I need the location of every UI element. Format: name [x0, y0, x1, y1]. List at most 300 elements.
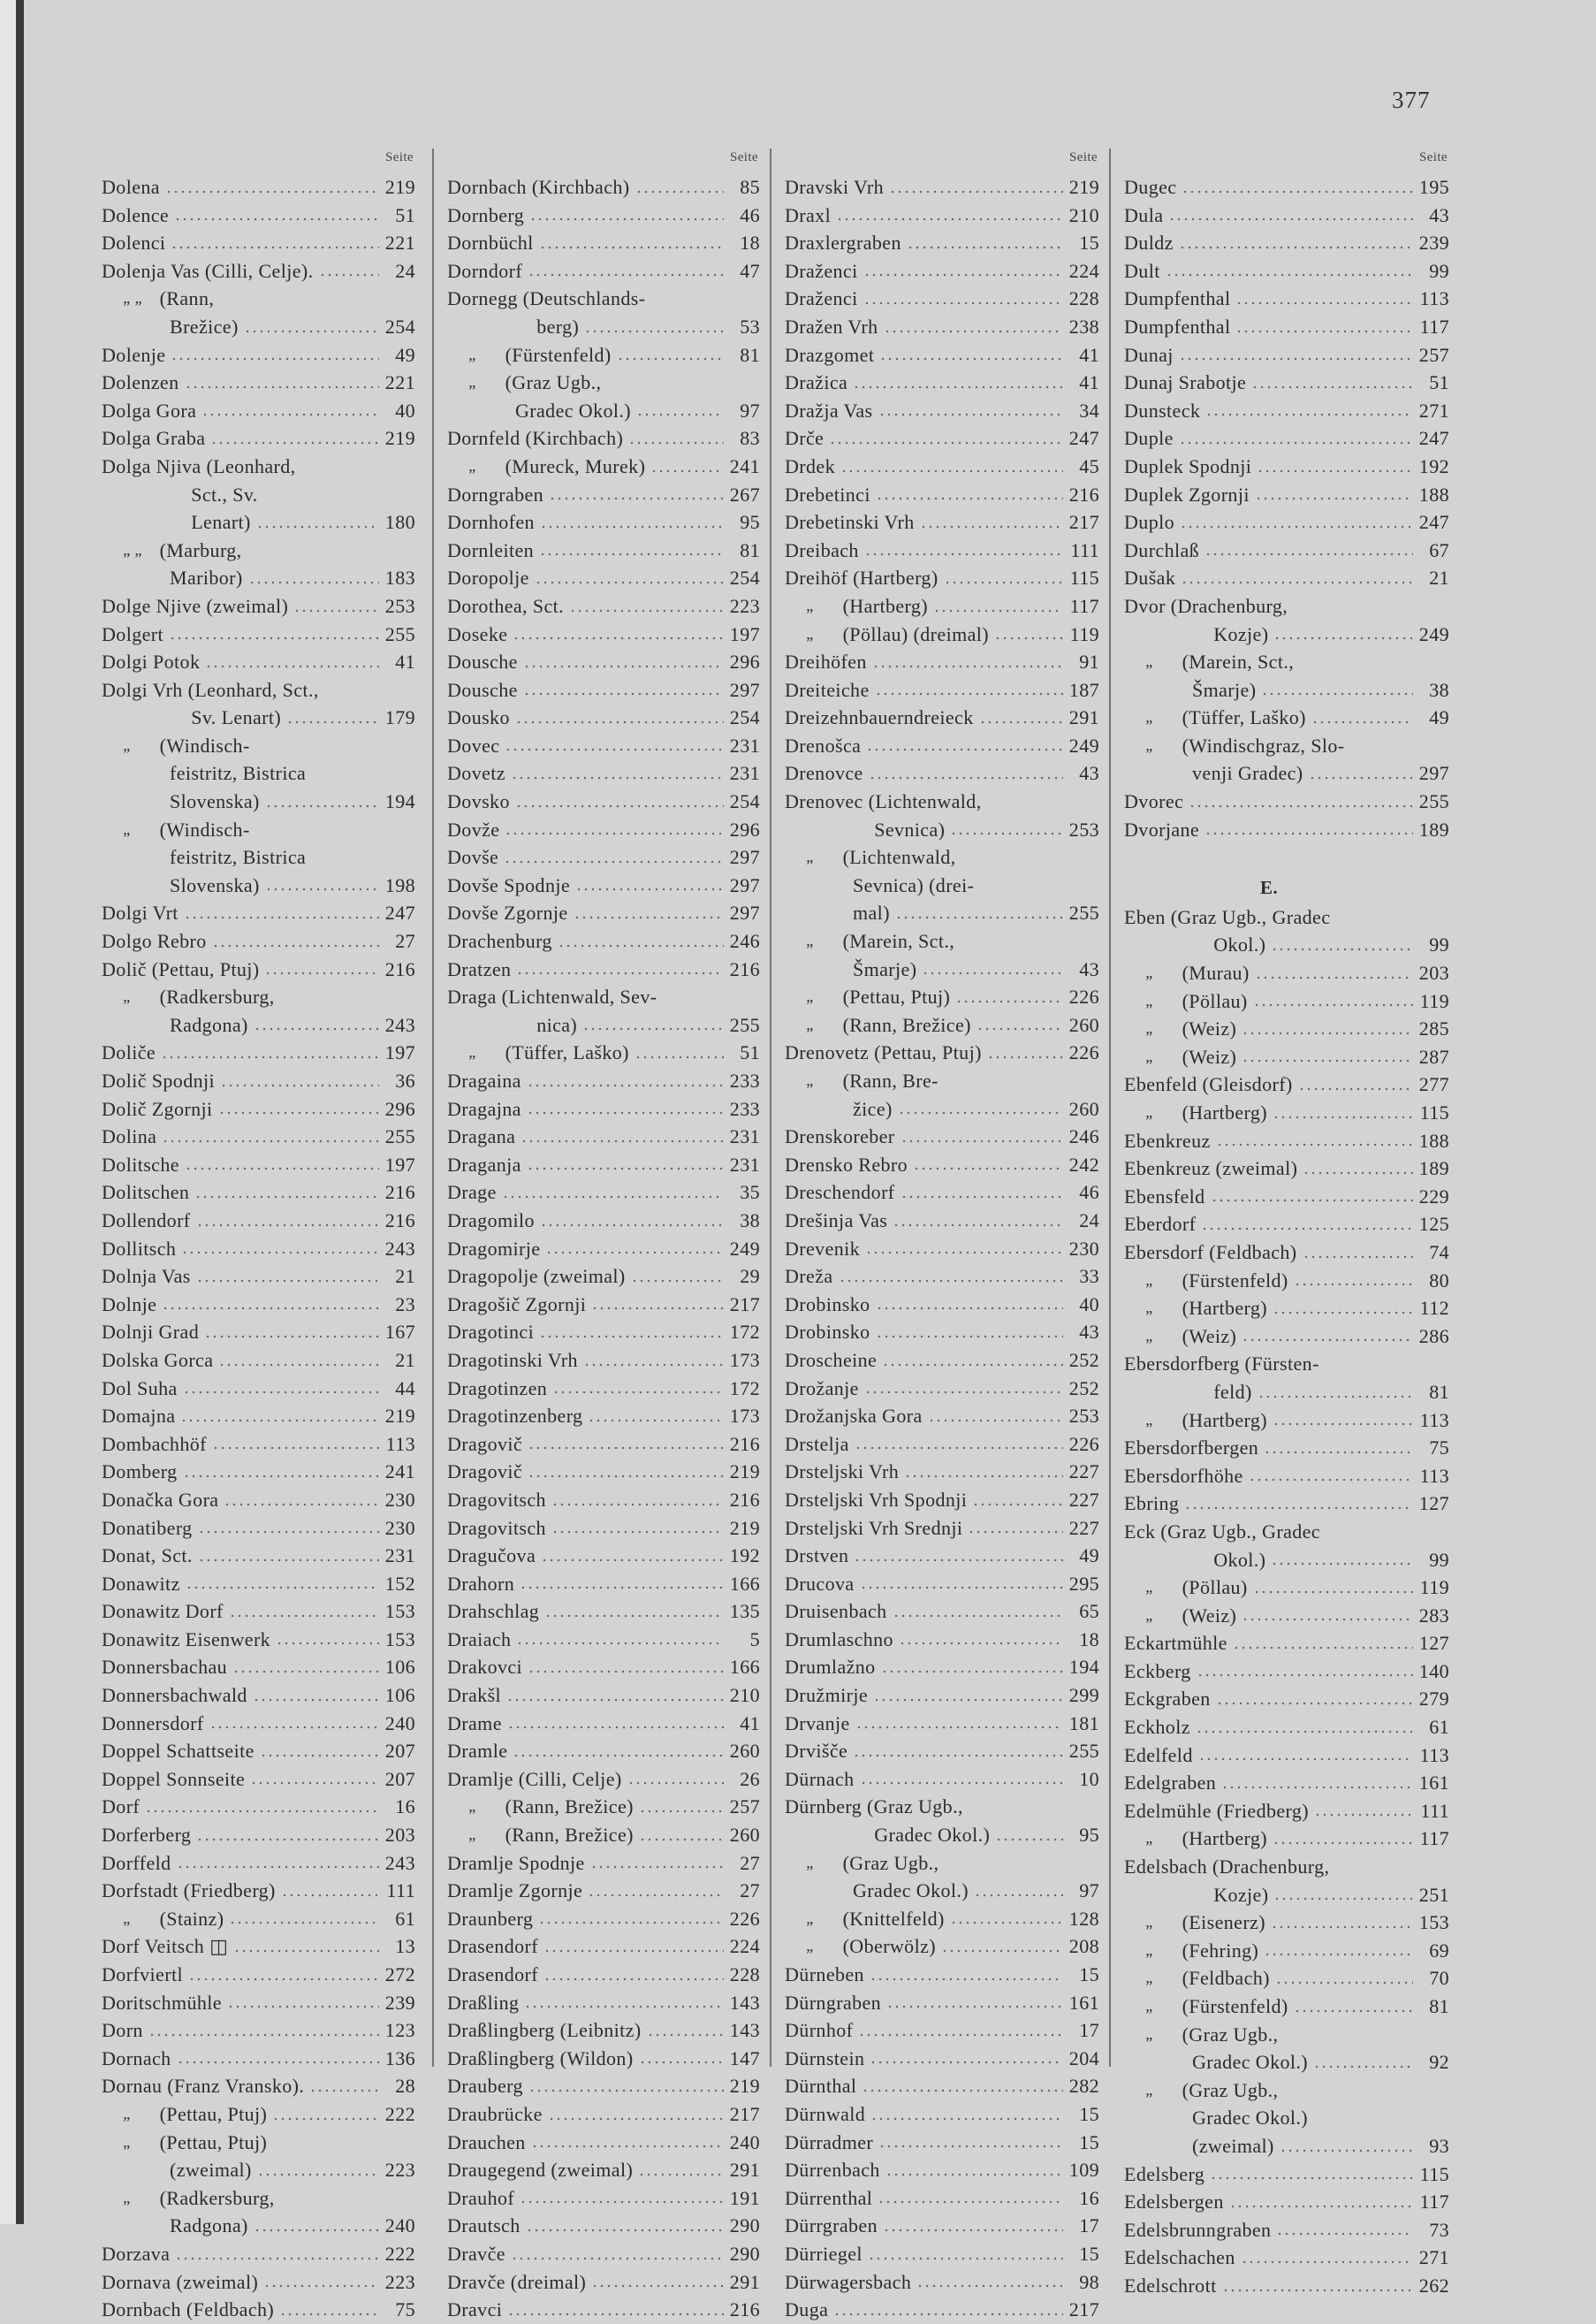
dot-leader	[878, 413, 1063, 416]
page-ref: 271	[1418, 399, 1449, 422]
place-name-continuation: (zweimal)	[170, 2159, 252, 2182]
dot-leader	[628, 441, 724, 445]
entry-line	[447, 229, 760, 257]
entry-line	[102, 1626, 415, 1654]
page-ref: 247	[384, 902, 415, 925]
index-entry	[1124, 1490, 1449, 1518]
dot-leader	[950, 832, 1062, 835]
page-ref: 93	[1429, 2134, 1449, 2157]
place-name: Ebersdorfbergen	[1124, 1436, 1259, 1459]
ditto-mark: „	[468, 1825, 476, 1844]
entry-line	[1124, 2104, 1449, 2132]
entry-line	[1124, 1657, 1449, 1686]
place-name: Dolina	[102, 1125, 157, 1148]
index-column-3	[785, 141, 1099, 2324]
entry-line	[1124, 676, 1449, 705]
entry-line	[785, 1430, 1099, 1459]
place-name: (Pettau, Ptuj)	[159, 2130, 268, 2153]
place-name: Drevenik	[785, 1237, 861, 1260]
dot-leader	[1235, 301, 1412, 305]
index-entry	[785, 1458, 1099, 1486]
page-ref: 219	[729, 1460, 760, 1483]
entry-line	[1124, 2160, 1449, 2189]
ditto-mark: „	[806, 624, 814, 643]
entry-line	[1124, 369, 1449, 397]
page-ref: 172	[729, 1321, 760, 1344]
entry-line	[1124, 1853, 1449, 1881]
place-name-continuation: Slovenska)	[170, 790, 260, 813]
dot-leader	[1311, 720, 1413, 724]
place-name: Dornegg (Deutschlands-	[447, 287, 646, 310]
ditto-mark: „	[1145, 1326, 1153, 1345]
page-ref: 217	[729, 1292, 760, 1315]
page-ref: 227	[1068, 1516, 1099, 1539]
entry-line	[1124, 1964, 1449, 1993]
entry-line	[447, 1653, 760, 1681]
place-name-continuation: Sv. Lenart)	[191, 706, 282, 729]
place-name: Dramle	[447, 1740, 508, 1763]
entry-line	[785, 1681, 1099, 1710]
index-entry	[785, 564, 1099, 592]
entry-line	[785, 1207, 1099, 1235]
index-entry	[102, 983, 415, 1039]
entry-line	[447, 1765, 760, 1794]
page-ref: 91	[1079, 651, 1099, 674]
place-name: (Marburg,	[159, 538, 242, 561]
entry-line	[785, 788, 1099, 816]
place-name: Dula	[1124, 203, 1164, 226]
dot-leader	[889, 190, 1063, 194]
place-name: Drobinsko	[785, 1292, 870, 1315]
entry-line	[447, 648, 760, 676]
index-entry	[785, 1207, 1099, 1235]
place-name: (Graz Ugb.,	[1182, 2023, 1279, 2046]
dot-leader	[904, 1474, 1063, 1478]
scan-binding-edge	[16, 0, 24, 2224]
index-entries	[447, 173, 760, 2324]
ditto-mark: „	[468, 345, 476, 363]
page-ref: 27	[395, 930, 415, 953]
entry-line	[102, 1989, 415, 2017]
index-entry	[447, 899, 760, 927]
entry-line	[102, 1932, 415, 1961]
place-name: Dousko	[447, 706, 510, 729]
page-ref: 233	[729, 1070, 760, 1092]
place-name: Dornava (zweimal)	[102, 2270, 259, 2293]
entry-line	[1124, 285, 1449, 313]
ditto-mark: „	[1145, 1410, 1153, 1429]
page-ref: 128	[1068, 1907, 1099, 1930]
index-entry	[447, 1458, 760, 1486]
dot-leader	[188, 1977, 379, 1981]
entry-line	[102, 2156, 415, 2184]
page-ref: 181	[1068, 1711, 1099, 1734]
index-entry	[1124, 1406, 1449, 1435]
entry-line	[102, 508, 415, 537]
dot-leader	[1253, 1003, 1413, 1007]
entry-line	[102, 2212, 415, 2240]
ditto-mark: „	[1145, 2080, 1153, 2099]
index-entry	[785, 508, 1099, 537]
index-entry	[447, 1402, 760, 1430]
place-name: Drsteljski Vrh Spodnji	[785, 1488, 968, 1511]
dot-leader	[257, 2173, 379, 2176]
page-ref: 204	[1068, 2046, 1099, 2069]
page-ref: 70	[1429, 1967, 1449, 1990]
index-entry	[102, 1905, 415, 1933]
index-entry	[447, 648, 760, 676]
index-entry	[785, 453, 1099, 481]
place-name: Dorzava	[102, 2242, 171, 2265]
dot-leader	[520, 2200, 724, 2204]
ditto-mark: „	[123, 735, 131, 754]
place-name: Draugegend (zweimal)	[447, 2159, 634, 2182]
place-name: Edelschrott	[1124, 2274, 1217, 2297]
page-ref: 98	[1079, 2270, 1099, 2293]
place-name: Dragotinzenberg	[447, 1405, 583, 1428]
index-entry	[447, 424, 760, 453]
dot-leader	[839, 1279, 1063, 1283]
page-ref: 81	[740, 343, 760, 366]
page-ref: 216	[384, 1208, 415, 1231]
dot-leader	[1216, 1702, 1413, 1705]
index-entry	[785, 1737, 1099, 1765]
dot-leader	[529, 217, 724, 221]
dot-leader	[506, 1698, 724, 1702]
entry-line	[1124, 508, 1449, 537]
dot-leader	[1314, 1813, 1413, 1817]
entry-line	[447, 592, 760, 621]
page-ref: 290	[729, 2242, 760, 2265]
entry-line	[785, 481, 1099, 509]
seite-header: Seite	[1069, 150, 1098, 164]
dot-leader	[873, 1698, 1063, 1702]
dot-leader	[862, 2089, 1062, 2092]
place-name: Duple	[1124, 427, 1174, 450]
entry-line	[785, 508, 1099, 537]
page-ref: 255	[1068, 1740, 1099, 1763]
dot-leader	[527, 1167, 724, 1170]
page-ref: 239	[384, 1991, 415, 2014]
index-entry	[447, 229, 760, 257]
ditto-mark: „	[806, 1015, 814, 1033]
place-name: Dravče	[447, 2242, 505, 2265]
dot-leader	[907, 246, 1063, 249]
entry-line	[785, 2240, 1099, 2268]
place-name: Dolska Gorca	[102, 1348, 214, 1371]
index-entry	[447, 202, 760, 230]
place-name: (Weiz)	[1182, 1045, 1237, 1068]
place-name: Duplek Spodnji	[1124, 454, 1252, 477]
entry-line	[447, 621, 760, 649]
entry-line	[1124, 931, 1449, 959]
entry-line	[1124, 1685, 1449, 1713]
place-name: Edelsberg	[1124, 2162, 1205, 2185]
entry-line	[785, 564, 1099, 592]
index-entry	[1124, 1127, 1449, 1155]
place-name: Drautsch	[447, 2214, 521, 2237]
dot-leader	[545, 1251, 723, 1254]
dot-leader	[853, 1754, 1063, 1757]
entry-line	[785, 202, 1099, 230]
dot-leader	[833, 2313, 1063, 2316]
index-entry	[447, 2045, 760, 2073]
ditto-mark: „	[123, 987, 131, 1006]
entry-line	[1124, 1825, 1449, 1853]
place-name: (Windischgraz, Slo-	[1182, 734, 1345, 757]
page-ref: 21	[395, 1348, 415, 1371]
entry-line	[447, 1262, 760, 1291]
place-name: Drage	[447, 1181, 497, 1204]
index-entry	[785, 229, 1099, 257]
index-entries	[1124, 173, 1449, 2300]
place-name: (Weiz)	[1182, 1324, 1237, 1347]
page-ref: 208	[1068, 1935, 1099, 1958]
index-entry	[102, 2100, 415, 2129]
page-ref: 191	[729, 2186, 760, 2209]
dot-leader	[882, 1363, 1063, 1367]
page-ref: 140	[1418, 1659, 1449, 1682]
place-name-continuation: Gradec Okol.)	[853, 1879, 969, 1902]
entry-line	[102, 1849, 415, 1878]
page-ref: 21	[395, 1265, 415, 1288]
entry-line	[102, 872, 415, 900]
place-name: (Radkersburg,	[159, 986, 275, 1009]
entry-line	[1124, 621, 1449, 649]
page-ref: 260	[729, 1824, 760, 1847]
place-name: Dreizehnbauerndreieck	[785, 706, 974, 729]
page-ref: 231	[729, 1125, 760, 1148]
page-ref: 217	[729, 2102, 760, 2125]
place-name: (Windisch-	[159, 734, 250, 757]
page-ref: 41	[1079, 371, 1099, 394]
dot-leader	[232, 1670, 379, 1673]
page-ref: 75	[395, 2298, 415, 2321]
entry-line	[785, 341, 1099, 370]
place-name: Drobinsko	[785, 1321, 870, 1344]
entry-line	[447, 1067, 760, 1095]
index-entry	[102, 1681, 415, 1710]
dot-leader	[863, 273, 1063, 277]
index-entry	[447, 2212, 760, 2240]
entry-line	[1124, 704, 1449, 732]
entry-line	[785, 648, 1099, 676]
page-ref: 35	[740, 1181, 760, 1204]
entry-line	[785, 1346, 1099, 1375]
place-name: Dovše Spodnje	[447, 873, 571, 896]
page-ref: 297	[729, 678, 760, 701]
entry-line	[102, 2016, 415, 2045]
ditto-mark: „	[1145, 735, 1153, 754]
dot-leader	[1251, 385, 1413, 389]
ditto-mark: „ „	[123, 540, 142, 559]
page-ref: 18	[1079, 1627, 1099, 1650]
page-ref: 17	[1079, 2019, 1099, 2042]
entry-line	[447, 397, 760, 425]
place-name: Drebetinci	[785, 483, 870, 506]
ditto-mark: „	[806, 987, 814, 1006]
entry-line	[102, 592, 415, 621]
page-ref: 262	[1418, 2274, 1449, 2297]
ditto-mark: „	[1145, 1605, 1153, 1624]
index-entry	[102, 257, 415, 286]
page-number: 377	[1392, 87, 1431, 113]
entry-line	[102, 1095, 415, 1124]
place-name: Draga (Lichtenwald, Sev-	[447, 986, 657, 1009]
ditto-mark: „	[1145, 652, 1153, 671]
place-name: Donačka Gora	[102, 1488, 219, 1511]
place-name: (Oberwölz)	[842, 1935, 936, 1958]
page-ref: 221	[384, 232, 415, 255]
entry-line	[1124, 313, 1449, 341]
place-name: (Pettau, Ptuj)	[159, 2102, 268, 2125]
dot-leader	[1198, 1757, 1413, 1761]
entry-line	[447, 2268, 760, 2297]
page-ref: 267	[729, 483, 760, 506]
place-name: Dvor (Drachenburg,	[1124, 594, 1288, 617]
index-entry	[447, 704, 760, 732]
page-ref: 194	[384, 790, 415, 813]
dot-leader	[265, 804, 379, 808]
place-name: Dragotinzen	[447, 1376, 548, 1399]
place-name: Drenskoreber	[785, 1125, 895, 1148]
dot-leader	[201, 413, 379, 416]
page-ref: 43	[1079, 1321, 1099, 1344]
dot-leader	[1196, 1730, 1413, 1733]
place-name: Drauchen	[447, 2130, 526, 2153]
page-ref: 231	[384, 1544, 415, 1567]
entry-line	[785, 2184, 1099, 2213]
index-entry	[447, 1737, 760, 1765]
entry-line	[785, 1932, 1099, 1961]
index-entry	[102, 1932, 415, 1961]
ditto-mark: „	[123, 819, 131, 838]
entry-line	[785, 2156, 1099, 2184]
entry-line	[785, 1402, 1099, 1430]
place-name: Dolga Njiva (Leonhard,	[102, 454, 296, 477]
entry-line	[102, 1458, 415, 1486]
entry-line	[102, 1653, 415, 1681]
place-name: Dornbach (Kirchbach)	[447, 176, 630, 198]
dot-leader	[204, 1335, 379, 1338]
dot-leader	[1271, 1925, 1413, 1929]
place-name: (Marein, Sct.,	[842, 930, 955, 953]
page-ref: 219	[384, 1405, 415, 1428]
entry-line	[102, 927, 415, 956]
ditto-mark: „	[468, 456, 476, 475]
index-entry	[447, 2184, 760, 2213]
place-name: Dragotinci	[447, 1321, 535, 1344]
dot-leader	[185, 385, 379, 389]
index-entry	[102, 1123, 415, 1151]
page-ref: 272	[384, 1963, 415, 1985]
page-ref: 290	[729, 2214, 760, 2237]
dot-leader	[895, 916, 1063, 919]
page-ref: 260	[729, 1740, 760, 1763]
page-ref: 73	[1429, 2218, 1449, 2241]
entry-line	[785, 1877, 1099, 1905]
place-name: Dovetz	[447, 762, 505, 785]
index-entry	[785, 2072, 1099, 2100]
entry-line	[102, 1318, 415, 1346]
entry-line	[1124, 202, 1449, 230]
index-entry	[785, 2016, 1099, 2045]
dot-leader	[987, 1055, 1063, 1059]
page-ref: 136	[384, 2046, 415, 2069]
place-name: Dunaj	[1124, 343, 1174, 366]
page-ref: 28	[395, 2075, 415, 2098]
index-entry	[102, 1291, 415, 1319]
place-name: Dolenzen	[102, 371, 179, 394]
place-name: Eben (Graz Ugb., Gradec	[1124, 905, 1331, 928]
index-entry	[447, 1877, 760, 1905]
index-entry	[102, 1178, 415, 1207]
page-ref: 61	[395, 1907, 415, 1930]
place-name: Drenošca	[785, 734, 862, 757]
page-ref: 40	[1079, 1292, 1099, 1315]
index-entry	[785, 1039, 1099, 1067]
dot-leader	[1216, 1143, 1413, 1147]
index-entry	[447, 1961, 760, 1989]
place-name: Drazgomet	[785, 343, 875, 366]
ditto-mark: „	[1145, 1019, 1153, 1038]
index-entry	[1124, 1071, 1449, 1099]
dot-leader	[526, 2229, 724, 2232]
page-ref: 92	[1429, 2051, 1449, 2074]
entry-line	[1124, 564, 1449, 592]
page-ref: 34	[1079, 399, 1099, 422]
entry-line	[1124, 1937, 1449, 1965]
index-entry	[102, 592, 415, 621]
place-name: Drenovce	[785, 762, 863, 785]
place-name: Ebenfeld (Gleisdorf)	[1124, 1073, 1293, 1096]
page-ref: 194	[1068, 1656, 1099, 1679]
place-name: (Mureck, Murek)	[505, 454, 646, 477]
place-name: Dolga Graba	[102, 427, 206, 450]
dot-leader	[933, 609, 1063, 613]
index-entry	[1124, 1769, 1449, 1797]
index-entry	[102, 1542, 415, 1570]
place-name: (Lichtenwald,	[842, 846, 956, 869]
entry-line	[102, 816, 415, 844]
entry-line	[1124, 648, 1449, 676]
dot-leader	[584, 330, 724, 333]
place-name: (Pöllau)	[1182, 989, 1248, 1012]
dot-leader	[181, 1251, 379, 1254]
dot-leader	[527, 1084, 724, 1087]
place-name: Edelsbergen	[1124, 2191, 1224, 2214]
dot-leader	[1276, 2232, 1412, 2236]
ditto-mark: „	[1145, 708, 1153, 727]
dot-leader	[227, 2005, 379, 2008]
index-entry	[102, 1877, 415, 1905]
entry-line	[102, 1011, 415, 1040]
index-entry	[102, 1514, 415, 1543]
dot-leader	[212, 944, 379, 948]
place-name: (Knittelfeld)	[842, 1907, 945, 1930]
index-entry	[447, 676, 760, 705]
index-entry	[447, 732, 760, 760]
place-name: Dunaj Srabotje	[1124, 371, 1247, 394]
page-ref: 291	[729, 2270, 760, 2293]
page-ref: 183	[384, 567, 415, 590]
dot-leader	[972, 1503, 1063, 1506]
entry-line	[447, 1486, 760, 1514]
dot-leader	[1229, 2205, 1413, 2208]
index-entry	[102, 1430, 415, 1459]
dot-leader	[502, 1195, 724, 1199]
place-name-continuation: Sevnica) (drei-	[853, 873, 975, 896]
